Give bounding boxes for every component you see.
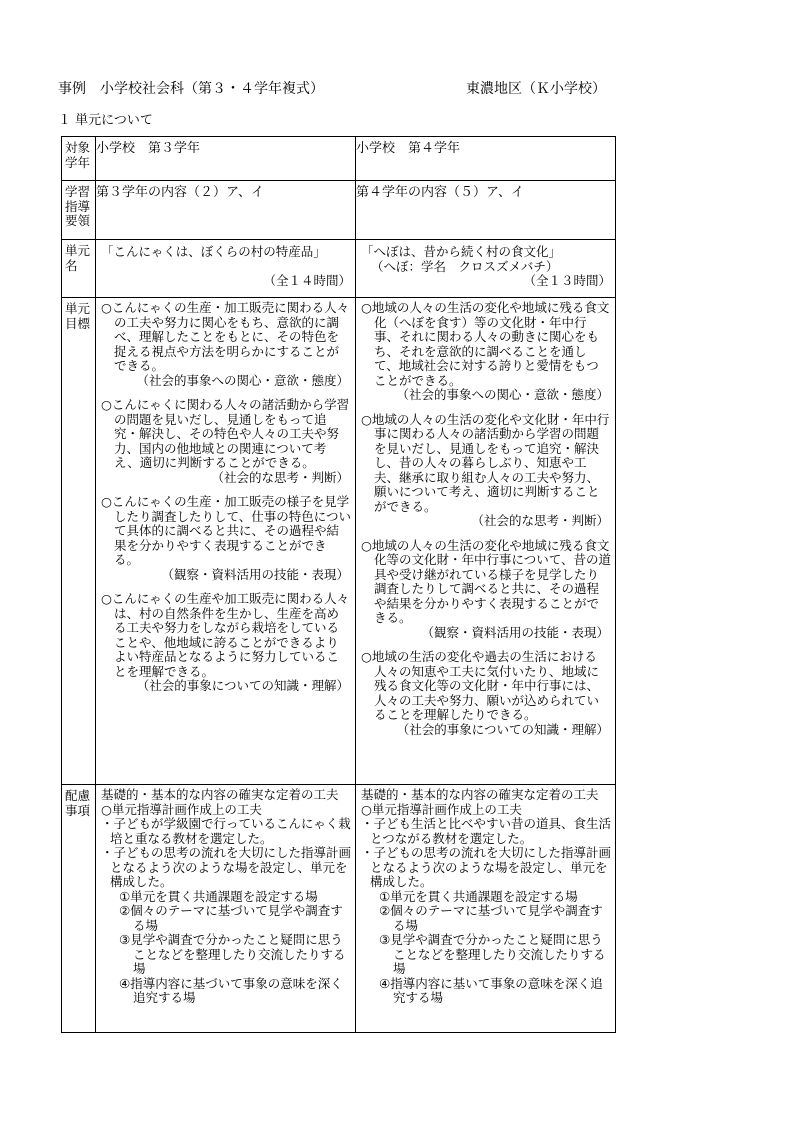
target-grade-row [62,137,616,181]
row-label-unit: 単元名 [62,240,96,298]
note-line: ○単元指導計画作成上の工夫 [361,801,522,817]
note-line: ①単元を貫く共通課題を設定する場 [379,888,578,904]
grade4-guideline: 第４学年の内容（５）ア、イ [356,181,616,240]
note-line: ・子どもの思考の流れを大切にした指導計画となるよう次のような場を設定し、単元を構成した。 [361,845,612,889]
grade4-unit-title: 「へぼは、昔から続く村の食文化」 [361,244,562,259]
note-line: ・子ども生活と比べやすい昔の道具、食生活とつながる教材を選定した。 [361,816,612,846]
goal-item: ○地域の人々の生活の変化や文化財・年中行事に関わる人々の諸活動から学習の問題を見いだし、見通しをもって追究・解決し、昔の人々の暮らしぶり、知恵や工夫、継承に取り組む人々の工夫や努力、願いについて考え、適切に判断することができる。 （社会的な思考・判断） [361,411,610,528]
region-label: 東濃地区（Ｋ小学校） [466,81,606,97]
grade3-unit [96,240,356,298]
note-line: ③見学や調査で分かったこと疑問に思うことなどを整理したり交流したりする場 [379,932,606,976]
grade4-goals [356,298,616,785]
note-line: ・子どもの思考の流れを大切にした指導計画となるよう次のような場を設定し、単元を構成した。 [101,845,352,889]
notes-row [62,785,616,1033]
goal-item: ○こんにゃくの生産や加工販売に関わる人々は、村の自然条件を生かし、生産を高める工夫や努力をしながら栽培をしていることや、他地域に誇ることができるよりよい特産品となるように努力していることを理解できる。 （社会的事象についての知識・理解） [101,591,350,693]
row-label-notes: 配慮事項 [62,785,96,1033]
note-line: ○単元指導計画作成上の工夫 [101,801,262,817]
note-line: ④指導内容に基づいて事象の意味を深く追究する場 [119,975,343,1005]
unit-name-row [62,240,616,298]
note-line: 基礎的・基本的な内容の確実な定着の工夫 [101,787,339,802]
note-line: ③見学や調査で分かったこと疑問に思うことなどを整理したり交流したりする場 [119,932,346,976]
grade4-unit-hours: （全１３時間） [523,273,611,288]
goal-item: ○地域の人々の生活の変化や地域に残る食文化等の文化財・年中行事について、昔の道具や受け継がれている様子を見学したり調査したりして調べると共に、その過程や結果を分かりやすく表現することができる。 （観察・資料活用の技能・表現） [361,537,612,640]
goal-item: ○こんにゃくの生産・加工販売に関わる人々の工夫や努力に関心をもち、意欲的に調べ、理解したことをもとに、その特色を捉える視点や方法を明らかにすることができる。 （社会的事象への関心・意欲・態度） [101,300,350,388]
document-title: 事例 小学校社会科（第３・４学年複式） [58,81,324,97]
note-line: ②個々のテーマに基づいて見学や調査する場 [119,903,343,933]
grade4-unit-note: （へぼ：学名 クロスズメバチ） [371,258,559,274]
grade3-unit-title: 「こんにゃくは、ぼくらの村の特産品」 [101,244,326,259]
grade3-target: 小学校 第３学年 [96,137,356,181]
grade4-target: 小学校 第４学年 [356,137,616,181]
note-line: ①単元を貫く共通課題を設定する場 [119,888,318,904]
note-line: ②個々のテーマに基づいて見学や調査する場 [379,903,603,933]
row-label-guideline: 学習指導要領 [62,181,96,240]
row-label-target: 対象学年 [62,137,96,181]
note-line: 基礎的・基本的な内容の確実な定着の工夫 [361,787,599,802]
goal-item: ○地域の生活の変化や過去の生活における人々の知恵や工夫に気付いたり、地域に残る食文化等の文化財・年中行事には、人々の工夫や努力、願いが込められていることを理解したりできる。 （社会的事象についての知識・理解） [361,649,609,737]
goals-row [62,298,616,785]
goal-item: ○こんにゃくに関わる人々の諸活動から学習の問題を見いだし、見通しをもって追究・解決し、その特色や人々の工夫や努力、国内の他地域との関連について考え、適切に判断することができる。 （社会的な思考・判断） [101,397,350,485]
note-line: ④指導内容に基いて事象の意味を深く追究する場 [379,975,603,1005]
guideline-row [62,181,616,240]
grade3-guideline: 第３学年の内容（２）ア、イ [96,181,356,240]
goal-item: ○地域の人々の生活の変化や地域に残る食文化（へぼを食す）等の文化財・年中行事、それに関わる人々の動きに関心をもち、それを意欲的に調べることを通して、地域社会に対する誇りと愛情をもつことができる。 （社会的事象への関心・意欲・態度） [361,300,610,402]
grade4-notes [356,785,616,1033]
grade3-notes [96,785,356,1033]
note-line: ・子どもが学級園で行っているこんにゃく栽培と重なる教材を選定した。 [101,816,351,846]
grade3-goals [96,298,356,785]
grade4-unit [356,240,616,298]
section-heading: １ 単元について [58,113,153,128]
goal-item: ○こんにゃくの生産・加工販売の様子を見学したり調査したりして、仕事の特色について具体的に調べると共に、その過程や結果を分かりやすく表現することができる。 （観察・資料活用の技能・表現） [101,494,352,582]
grade3-unit-hours: （全１４時間） [263,272,351,288]
row-label-goals: 単元目標 [62,298,96,785]
unit-table [61,136,616,1033]
